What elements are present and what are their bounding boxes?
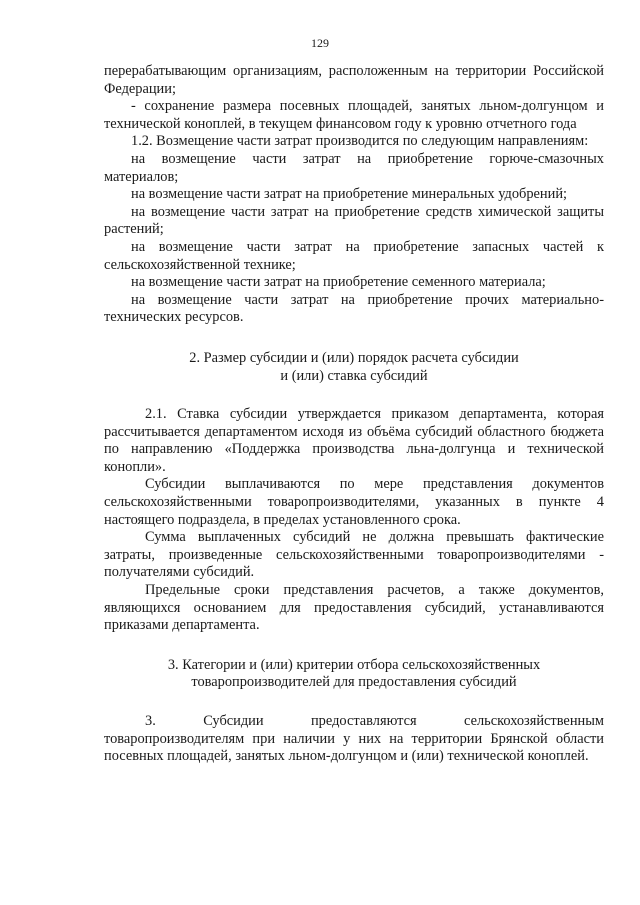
list-item: на возмещение части затрат на приобретение средств химической защиты растений; xyxy=(104,203,604,238)
paragraph: 1.2. Возмещение части затрат производится по следующим направлениям: xyxy=(131,133,589,150)
list-item: на возмещение части затрат на приобретение минеральных удобрений; xyxy=(131,186,568,203)
document-body xyxy=(104,63,604,766)
paragraph: перерабатывающим организациям, расположенным на территории Российской Федерации; xyxy=(104,63,604,97)
list-item: на возмещение части затрат на приобретение прочих материально-технических ресурсов. xyxy=(104,291,604,326)
paragraph: Сумма выплаченных субсидий не должна превышать фактические затраты, произведенные сельскохозяйственными товаропроизводителями - получателями субсидий. xyxy=(104,529,604,581)
paragraph: Предельные сроки представления расчетов, а также документов, являющихся основанием для предоставления субсидий, устанавливаются приказами департамента. xyxy=(104,582,604,634)
list-item: на возмещение части затрат на приобретение семенного материала; xyxy=(131,274,546,291)
list-item: на возмещение части затрат на приобретение запасных частей к сельскохозяйственной технике; xyxy=(104,238,604,273)
section-heading: 3. Категории и (или) критерии отбора сельскохозяйственных xyxy=(167,656,541,673)
section-heading: товаропроизводителей для предоставления субсидий xyxy=(191,674,517,691)
paragraph: - сохранение размера посевных площадей, занятых льном-долгунцом и технической коноплей, в текущем финансовом году к уровню отчетного года xyxy=(104,98,604,132)
page-number: 129 xyxy=(311,36,329,50)
list-item: на возмещение части затрат на приобретение горюче-смазочных материалов; xyxy=(104,150,604,185)
paragraph: 2.1. Ставка субсидии утверждается приказом департамента, которая рассчитывается департаментом исходя из объёма субсидий областного бюджета по направлению «Поддержка производства льна-долгунца и технической конопли». xyxy=(104,406,604,475)
section-heading: 2. Размер субсидии и (или) порядок расчета субсидии xyxy=(189,349,519,366)
paragraph: Субсидии выплачиваются по мере представления документов сельскохозяйственными товаропроизводителями, указанных в пункте 4 настоящего подраздела, в пределах установленного срока. xyxy=(104,476,604,528)
paragraph: 3. Субсидии предоставляются сельскохозяйственным товаропроизводителям при наличии у них на территории Брянской области посевных площадей, занятых льном-долгунцом и (или) технической коноплей. xyxy=(104,713,604,765)
section-heading: и (или) ставка субсидий xyxy=(280,367,428,384)
